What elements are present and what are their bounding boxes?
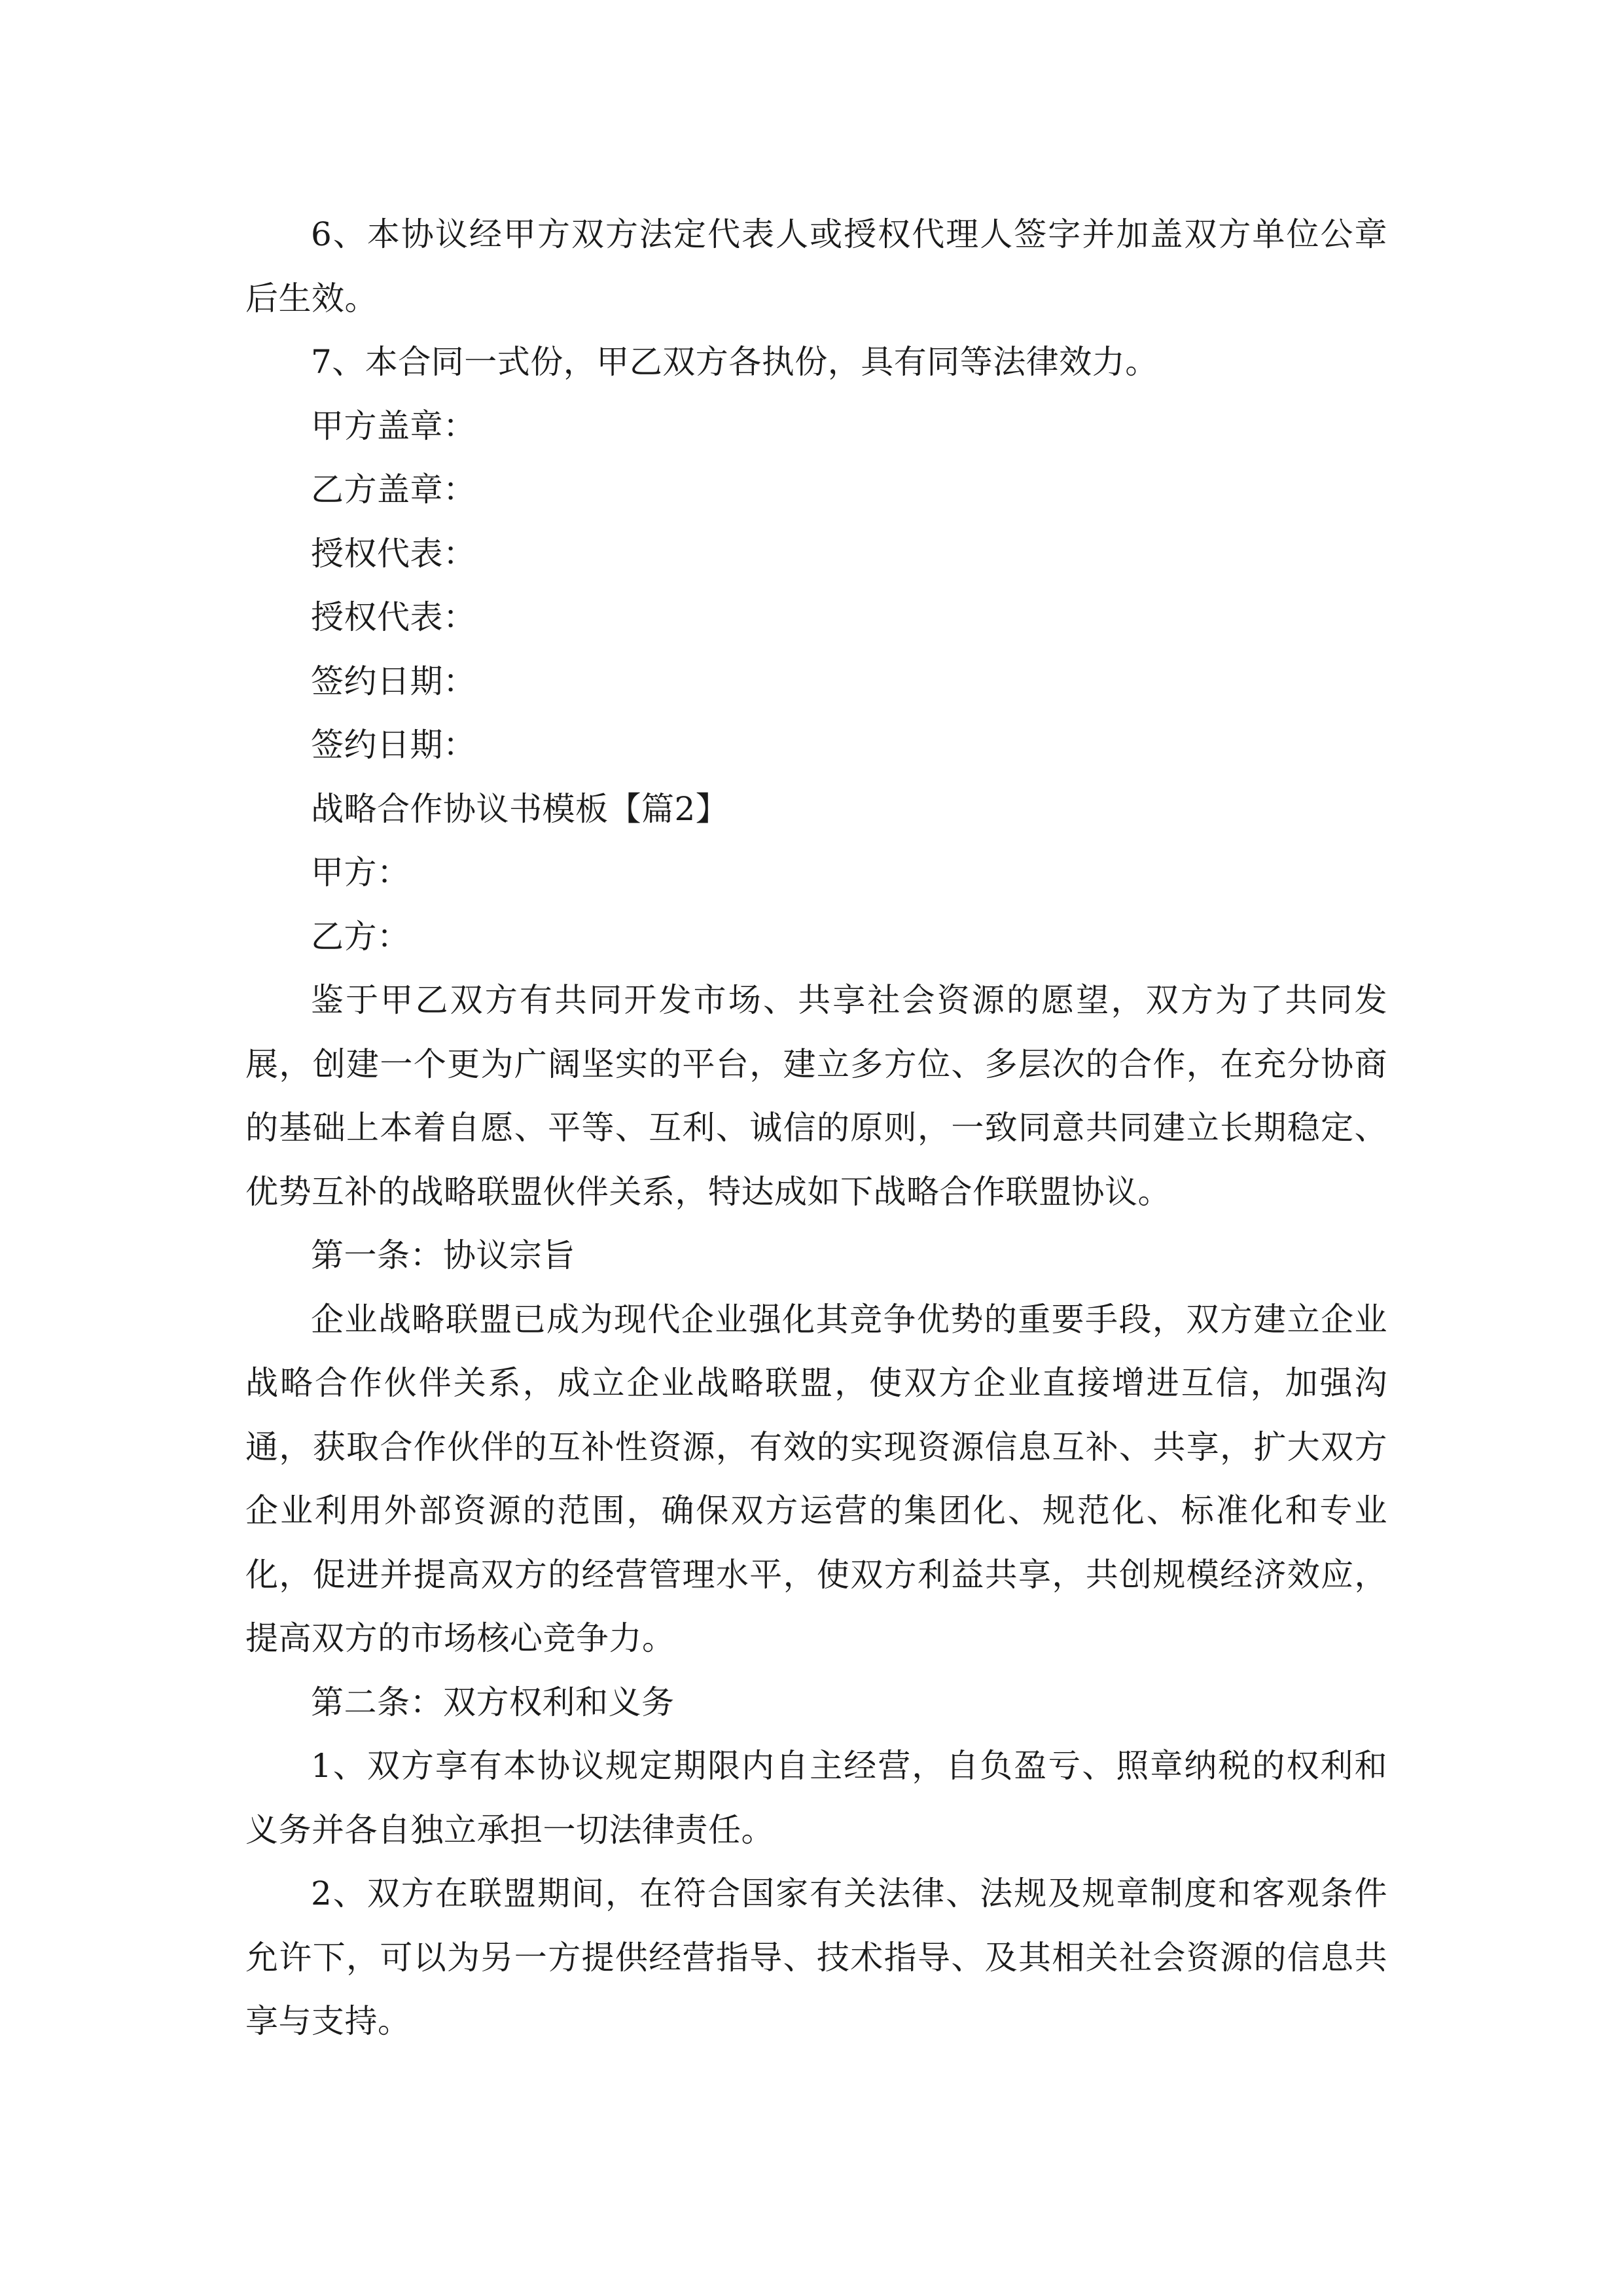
article-2-item-2: 2、双方在联盟期间，在符合国家有关法律、法规及规章制度和客观条件允许下，可以为另一方提供经营指导、技术指导、及其相关社会资源的信息共享与支持。 (245, 1874, 1387, 2040)
article-2-item-1: 1、双方享有本协议规定期限内自主经营，自负盈亏、照章纳税的权利和义务并各自独立承担一切法律责任。 (245, 1747, 1387, 1849)
party-a-seal-label: 甲方盖章： (311, 406, 476, 445)
authorized-rep-a-label: 授权代表： (311, 534, 476, 573)
party-b-label: 乙方： (311, 917, 410, 956)
article-1-heading: 第一条：协议宗旨 (311, 1236, 575, 1274)
authorized-rep-b-label: 授权代表： (311, 598, 476, 636)
clause-7: 7、本合同一式份，甲乙双方各执份，具有同等法律效力。 (311, 343, 1158, 381)
sign-date-a-label: 签约日期： (311, 662, 476, 700)
article-2-heading: 第二条：双方权利和义务 (311, 1683, 675, 1721)
sign-date-b-label: 签约日期： (311, 726, 476, 764)
article-1-body: 企业战略联盟已成为现代企业强化其竞争优势的重要手段，双方建立企业战略合作伙伴关系，成立企业战略联盟，使双方企业直接增进互信，加强沟通，获取合作伙伴的互补性资源，有效的实现资源信息互补、共享，扩大双方企业利用外部资源的范围，确保双方运营的集团化、规范化、标准化和专业化，促进并提高双方的经营管理水平，使双方利益共享，共创规模经济效应，提高双方的市场核心竞争力。 (245, 1300, 1387, 1657)
party-a-label: 甲方： (311, 853, 410, 891)
party-b-seal-label: 乙方盖章： (311, 471, 476, 509)
section-title: 战略合作协议书模板【篇2】 (311, 789, 729, 828)
preamble-paragraph: 鉴于甲乙双方有共同开发市场、共享社会资源的愿望，双方为了共同发展，创建一个更为广阔坚实的平台，建立多方位、多层次的合作，在充分协商的基础上本着自愿、平等、互利、诚信的原则，一致同意共同建立长期稳定、优势互补的战略联盟伙伴关系，特达成如下战略合作联盟协议。 (245, 981, 1387, 1211)
clause-6: 6、本协议经甲方双方法定代表人或授权代理人签字并加盖双方单位公章后生效。 (245, 215, 1387, 317)
document-body (245, 203, 1387, 2054)
